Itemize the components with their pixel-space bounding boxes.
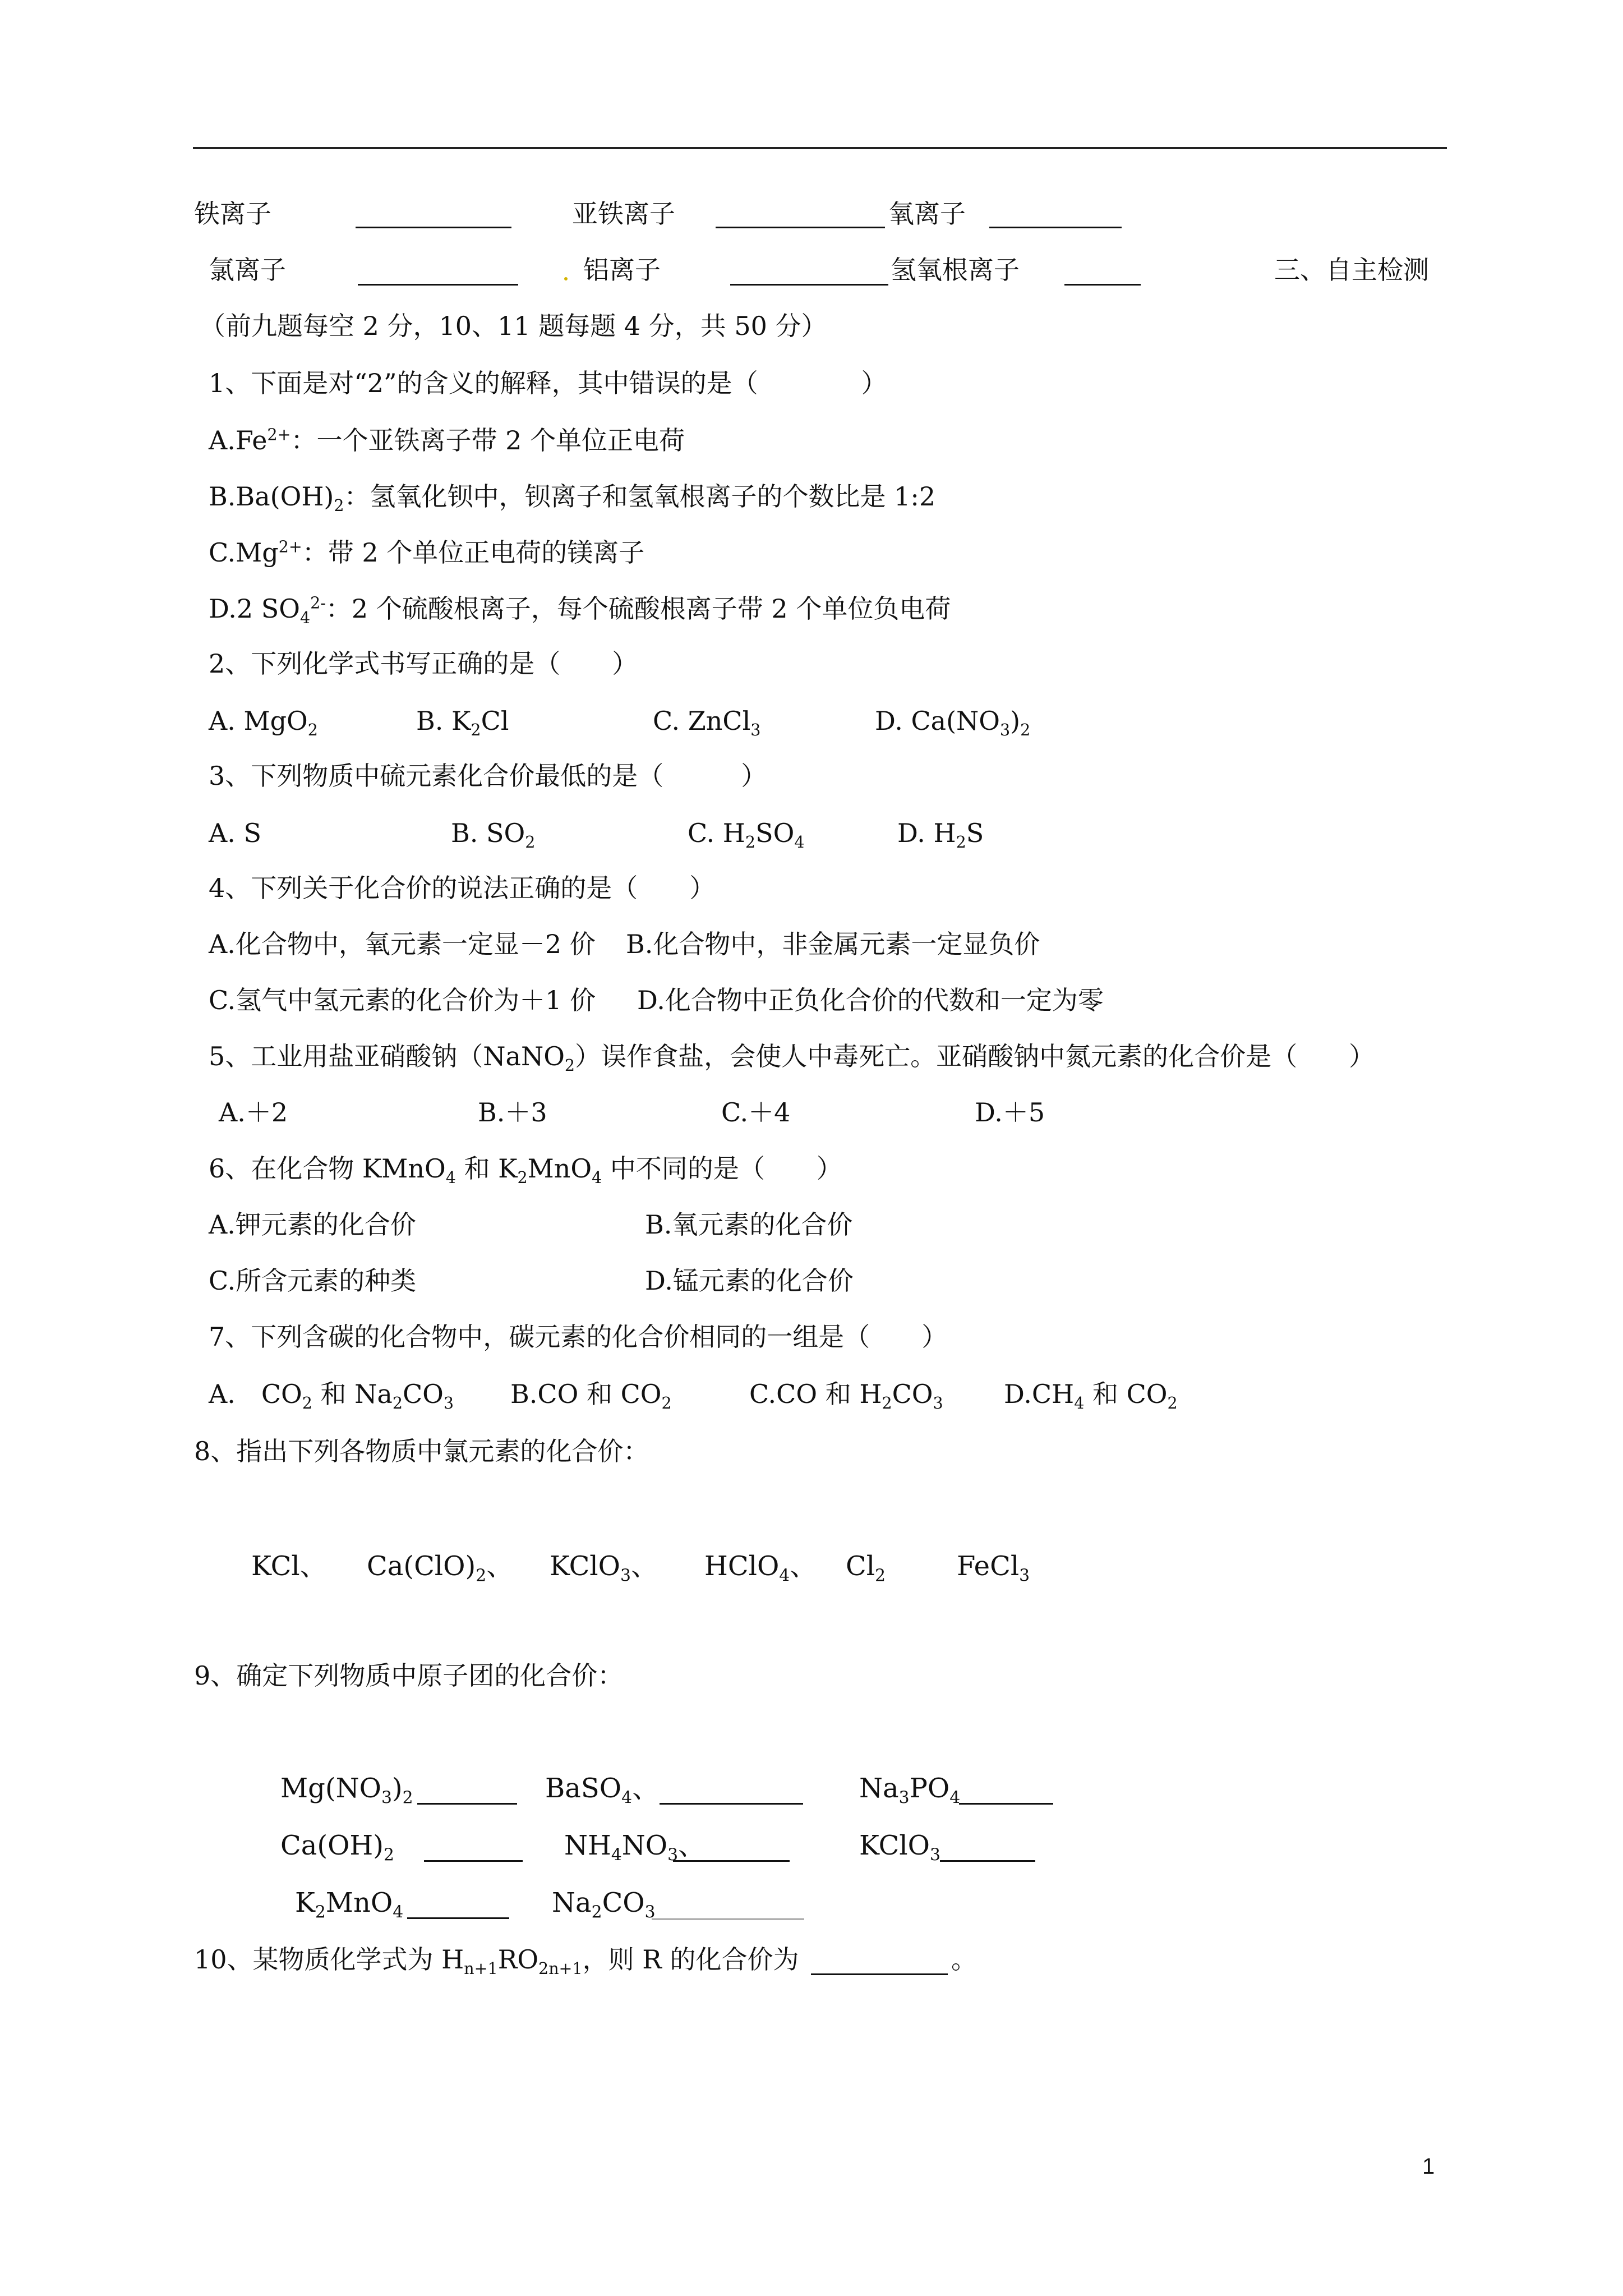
q5-stem: 5、工业用盐亚硝酸钠（NaNO$_2$）误作食盐，会使人中毒死亡。亚硝酸钠中氮元素的化合价是（ ）	[209, 1041, 1375, 1075]
q2-option-d[interactable]: D. $Ca(NO_3)_2$	[875, 706, 1031, 740]
q7-option-c[interactable]: C.CO 和 $H_2CO_3$	[749, 1379, 943, 1413]
q6-option-d[interactable]: D.锰元素的化合价	[645, 1266, 854, 1296]
q3-option-a[interactable]: A. S	[209, 818, 261, 848]
q3-stem: 3、下列物质中硫元素化合价最低的是（ ）	[209, 761, 767, 791]
q9-formula-nh4no3: $NH_4NO_3$、	[564, 1830, 706, 1865]
q7-option-a[interactable]: A. $CO_2$ 和 $Na_2CO_3$	[209, 1379, 454, 1413]
q8-formula-kclo3: KClO$_3$、	[550, 1550, 658, 1586]
q8-formula-cl2: $Cl_2$	[846, 1550, 886, 1586]
q9-formula-k2mno4: $K_2MnO_4$	[295, 1887, 404, 1922]
q8-formula-hclo4: HClO$_4$、	[704, 1550, 817, 1586]
label-iron-ion: 铁离子	[194, 199, 271, 229]
header-rule	[193, 147, 1447, 149]
q2-option-c[interactable]: C. ZnCl$_3$	[653, 706, 761, 740]
q6-option-c[interactable]: C.所含元素的种类	[209, 1266, 417, 1296]
label-aluminum-ion: 铝离子	[583, 255, 661, 285]
scoring-note: （前九题每空 2 分，10、11 题每题 4 分，共 50 分）	[200, 311, 827, 341]
q2-option-b[interactable]: B. $K_2Cl$	[416, 706, 509, 740]
q7-stem: 7、下列含碳的化合物中，碳元素的化合价相同的一组是（ ）	[209, 1322, 948, 1352]
q9-formula-kclo3: KClO$_3$	[859, 1830, 940, 1865]
q6-option-a[interactable]: A.钾元素的化合价	[209, 1209, 416, 1240]
q4-option-a[interactable]: A.化合物中，氧元素一定显－2 价	[209, 929, 596, 959]
q2-stem: 2、下列化学式书写正确的是（ ）	[209, 648, 638, 679]
q2-option-a[interactable]: A. MgO$_2$	[209, 706, 318, 740]
q6-stem: 6、在化合物 KMnO$_4$ 和 $K_2MnO_4$ 中不同的是（ ）	[209, 1153, 842, 1188]
q9-formula-na2co3: $Na_2CO_3$	[552, 1887, 656, 1922]
q9-blank-k2mno4[interactable]	[407, 1917, 509, 1919]
q4-option-c[interactable]: C.氢气中氢元素的化合价为＋1 价	[209, 985, 596, 1015]
label-hydroxide-ion: 氢氧根离子	[891, 255, 1020, 285]
q10-stem: 10、某物质化学式为 $H_{n+1}RO_{2n+1}$，则 R 的化合价为	[194, 1944, 799, 1978]
q1-option-c[interactable]: $C.Mg^{2+}$：带 2 个单位正电荷的镁离子	[209, 537, 645, 568]
q7-option-d[interactable]: $D.CH_4$ 和 $CO_2$	[1004, 1379, 1178, 1413]
q9-blank-baso4[interactable]	[660, 1803, 803, 1805]
q8-formula-ca-clo2: $Ca(ClO)_2$、	[367, 1550, 514, 1586]
label-oxide-ion: 氧离子	[888, 199, 966, 229]
q9-formula-mg-no3-2: $Mg(NO_3)_2$	[280, 1773, 413, 1808]
q4-option-d[interactable]: D.化合物中正负化合价的代数和一定为零	[637, 985, 1104, 1015]
label-chloride-ion: 氯离子	[209, 255, 286, 285]
answer-blank-chloride-ion[interactable]	[358, 284, 518, 286]
q7-option-b[interactable]: B.CO 和 $CO_2$	[510, 1379, 672, 1413]
stray-mark	[564, 277, 568, 280]
q3-option-c[interactable]: C. $H_2SO_4$	[688, 818, 805, 852]
q1-stem: 1、下面是对“2”的含义的解释，其中错误的是（ ）	[209, 368, 887, 398]
q9-blank-kclo3[interactable]	[940, 1860, 1035, 1862]
q1-option-d[interactable]: D.2 $SO_4^{2-}$：2 个硫酸根离子，每个硫酸根离子带 2 个单位负电荷	[209, 593, 951, 628]
q1-option-a[interactable]: $A.Fe^{2+}$：一个亚铁离子带 2 个单位正电荷	[209, 425, 685, 455]
q10-period: 。	[951, 1944, 977, 1975]
q9-formula-na3po4: $Na_3PO_4$	[859, 1773, 961, 1808]
q5-option-c[interactable]: C.＋4	[721, 1097, 791, 1128]
answer-blank-iron-ion[interactable]	[356, 227, 511, 228]
q6-option-b[interactable]: B.氧元素的化合价	[645, 1209, 853, 1240]
q9-blank-ca-oh-2[interactable]	[424, 1860, 523, 1862]
q9-blank-nh4no3[interactable]	[673, 1860, 790, 1862]
q4-stem: 4、下列关于化合价的说法正确的是（ ）	[209, 873, 716, 903]
q9-stem: 9、确定下列物质中原子团的化合价：	[194, 1660, 624, 1691]
q3-option-d[interactable]: D. $H_2S$	[897, 818, 984, 852]
q3-option-b[interactable]: B. $SO_2$	[451, 818, 536, 852]
q5-option-a[interactable]: A.＋2	[219, 1097, 288, 1128]
section-title: 三、自主检测	[1274, 255, 1429, 285]
q9-blank-na2co3[interactable]	[652, 1918, 804, 1920]
q8-stem: 8、指出下列各物质中氯元素的化合价：	[194, 1436, 649, 1466]
page-number: 1	[1422, 2154, 1435, 2179]
q8-formula-fecl3: FeCl$_3$	[957, 1550, 1030, 1586]
q5-option-b[interactable]: B.＋3	[478, 1097, 547, 1128]
q1-option-b[interactable]: $B.Ba(OH)_2$：氢氧化钡中，钡离子和氢氧根离子的个数比是 1:2	[209, 481, 936, 516]
label-ferrous-ion: 亚铁离子	[572, 199, 675, 229]
q4-option-b[interactable]: B.化合物中，非金属元素一定显负价	[626, 929, 1040, 959]
answer-blank-hydroxide-ion[interactable]	[1064, 284, 1141, 286]
q9-formula-baso4: BaSO$_4$、	[545, 1773, 660, 1808]
q9-blank-mg-no3-2[interactable]	[417, 1803, 517, 1805]
q9-formula-ca-oh-2: $Ca(OH)_2$	[280, 1830, 394, 1865]
answer-blank-ferrous-ion[interactable]	[716, 227, 885, 228]
q8-formula-kcl: KCl、	[251, 1550, 327, 1582]
q5-option-d[interactable]: D.＋5	[975, 1097, 1045, 1128]
answer-blank-oxide-ion[interactable]	[989, 227, 1122, 228]
q9-blank-na3po4[interactable]	[959, 1803, 1053, 1805]
answer-blank-aluminum-ion[interactable]	[730, 284, 888, 286]
q10-answer-blank[interactable]	[811, 1973, 948, 1975]
